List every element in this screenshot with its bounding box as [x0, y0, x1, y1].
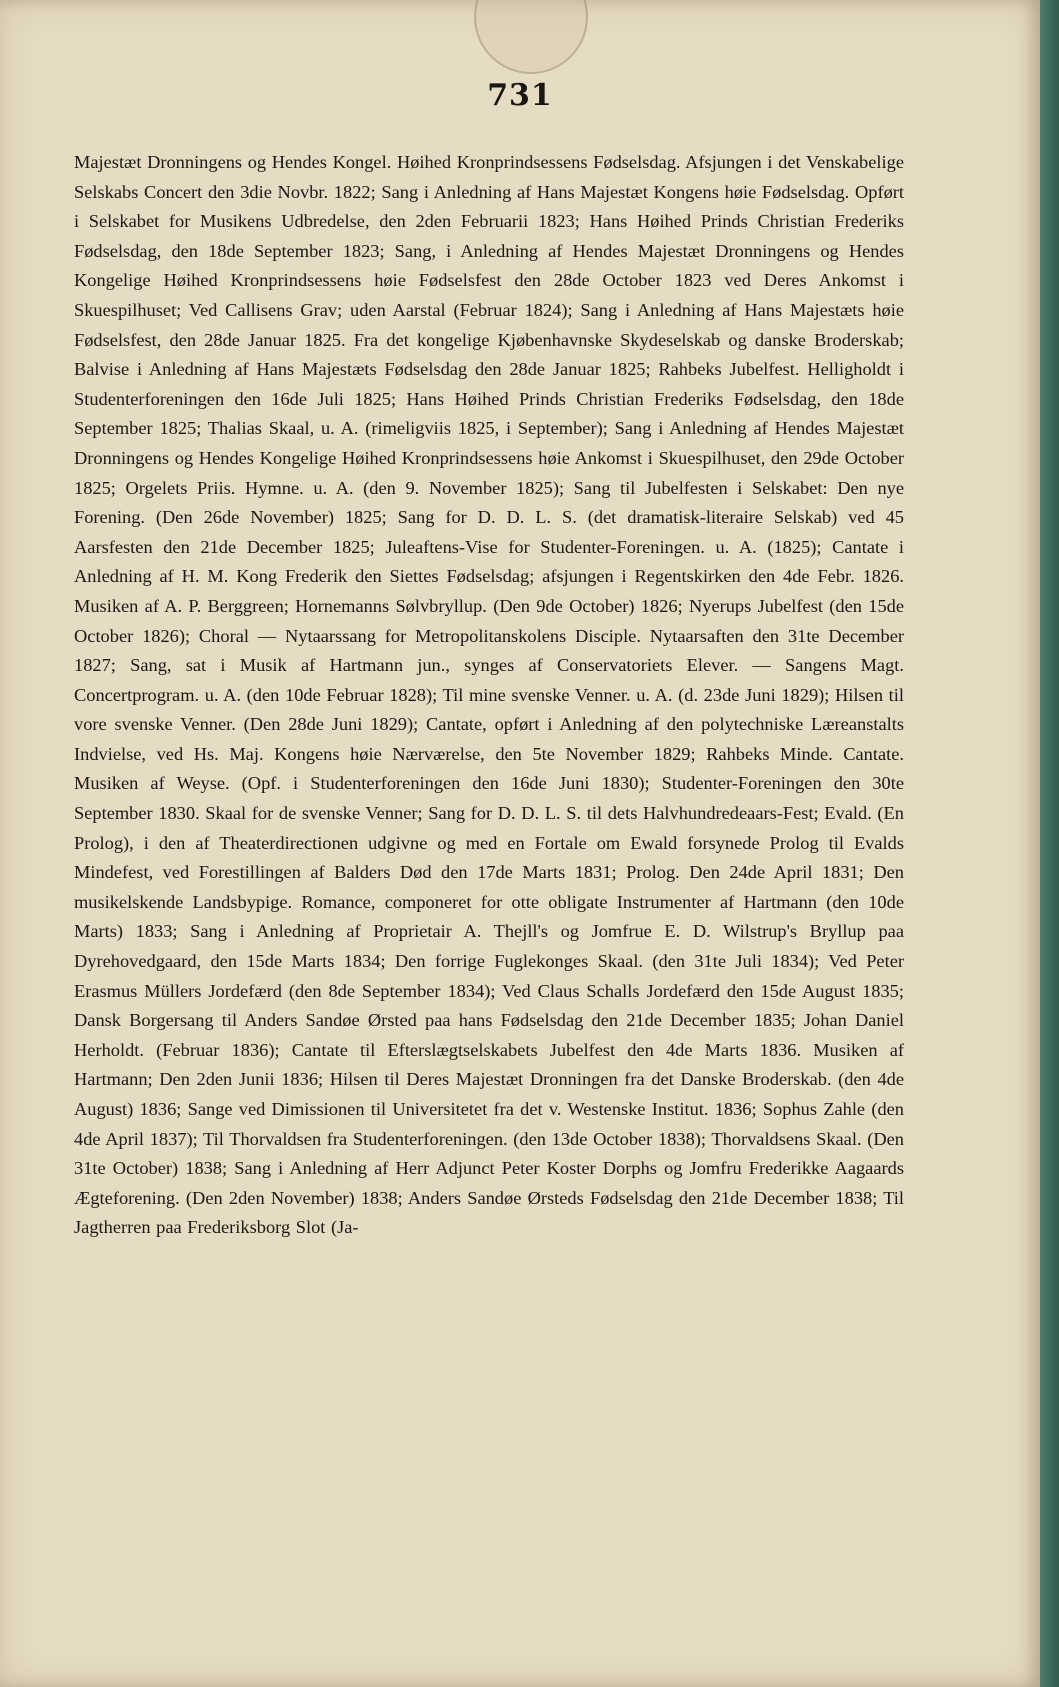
- page-notch-mark: [474, 0, 588, 74]
- book-cover-edge: [1040, 0, 1059, 1687]
- page-number: 731: [487, 78, 553, 113]
- bibliography-paragraph: Majestæt Dronningens og Hendes Kongel. Høihed Kronprindsessens Fødselsdag. Afsjungen i det Venskabelige Selskabs Concert den 3die Novbr. 1822; Sang i Anledning af Hans Majestæt Kongens høie Fødselsdag. Opført i Selskabet for Musikens Udbredelse, den 2den Februarii 1823; Hans Høihed Prinds Christian Frederiks Fødselsdag, den 18de September 1823; Sang, i Anledning af Hendes Majestæt Dronningens og Hendes Kongelige Høihed Kronprindsessens høie Fødselsfest den 28de October 1823 ved Deres Ankomst i Skuespilhuset; Ved Callisens Grav; uden Aarstal (Februar 1824); Sang i Anledning af Hans Majestæts høie Fødselsfest, den 28de Januar 1825. Fra det kongelige Kjøbenhavnske Skydeselskab og danske Broderskab; Balvise i Anledning af Hans Majestæts Fødselsdag den 28de Januar 1825; Rahbeks Jubelfest. Helligholdt i Studenterforeningen den 16de Juli 1825; Hans Høihed Prinds Christian Frederiks Fødselsdag, den 18de September 1825; Thalias Skaal, u. A. (rimeligviis 1825, i September); Sang i Anledning af Hendes Majestæt Dronningens og Hendes Kongelige Høihed Kronprindsessens høie Ankomst i Skuespilhuset, den 29de October 1825; Orgelets Priis. Hymne. u. A. (den 9. November 1825); Sang til Jubelfesten i Selskabet: Den nye Forening. (Den 26de November) 1825; Sang for D. D. L. S. (det dramatisk-literaire Selskab) ved 45 Aarsfesten den 21de December 1825; Juleaftens-Vise for Studenter-Foreningen. u. A. (1825); Cantate i Anledning af H. M. Kong Frederik den Siettes Fødselsdag; afsjungen i Regentskirken den 4de Febr. 1826. Musiken af A. P. Berggreen; Hornemanns Sølvbryllup. (Den 9de October) 1826; Nyerups Jubelfest (den 15de October 1826); Choral — Nytaarssang for Metropolitanskolens Disciple. Nytaarsaften den 31te December 1827; Sang, sat i Musik af Hartmann jun., synges af Conservatoriets Elever. — Sangens Magt. Concertprogram. u. A. (den 10de Februar 1828); Til mine svenske Venner. u. A. (d. 23de Juni 1829); Hilsen til vore svenske Venner. (Den 28de Juni 1829); Cantate, opført i Anledning af den polytechniske Læreanstalts Indvielse, ved Hs. Maj. Kongens høie Nærværelse, den 5te November 1829; Rahbeks Minde. Cantate. Musiken af Weyse. (Opf. i Studenterforeningen den 16de Juni 1830); Studenter-Foreningen den 30te September 1830. Skaal for de svenske Venner; Sang for D. D. L. S. til dets Halvhundredeaars-Fest; Evald. (En Prolog), i den af Theaterdirectionen udgivne og med en Fortale om Ewald forsynede Prolog til Evalds Mindefest, ved Forestillingen af Balders Død den 17de Marts 1831; Prolog. Den 24de April 1831; Den musikelskende Landsbypige. Romance, componeret for otte obligate Instrumenter af Hartmann (den 10de Marts) 1833; Sang i Anledning af Proprietair A. Thejll's og Jomfrue E. D. Wilstrup's Bryllup paa Dyrehovedgaard, den 15de Marts 1834; Den forrige Fuglekonges Skaal. (den 31te Juli 1834); Ved Peter Erasmus Müllers Jordefærd (den 8de September 1834); Ved Claus Schalls Jordefærd den 15de August 1835; Dansk Borgersang til Anders Sandøe Ørsted paa hans Fødselsdag den 21de December 1835; Johan Daniel Herholdt. (Februar 1836); Cantate til Efterslægtselskabets Jubelfest den 4de Marts 1836. Musiken af Hartmann; Den 2den Junii 1836; Hilsen til Deres Majestæt Dronningen fra det Danske Broderskab. (den 4de August) 1836; Sange ved Dimissionen til Universitetet fra det v. Westenske Institut. 1836; Sophus Zahle (den 4de April 1837); Til Thorvaldsen fra Studenterforeningen. (den 13de October 1838); Thorvaldsens Skaal. (Den 31te October) 1838; Sang i Anledning af Herr Adjunct Peter Koster Dorphs og Jomfru Frederikke Aagaards Ægteforening. (Den 2den November) 1838; Anders Sandøe Ørsteds Fødselsdag den 21de December 1838; Til Jagtherren paa Frederiksborg Slot (Ja-: [74, 152, 904, 1238]
